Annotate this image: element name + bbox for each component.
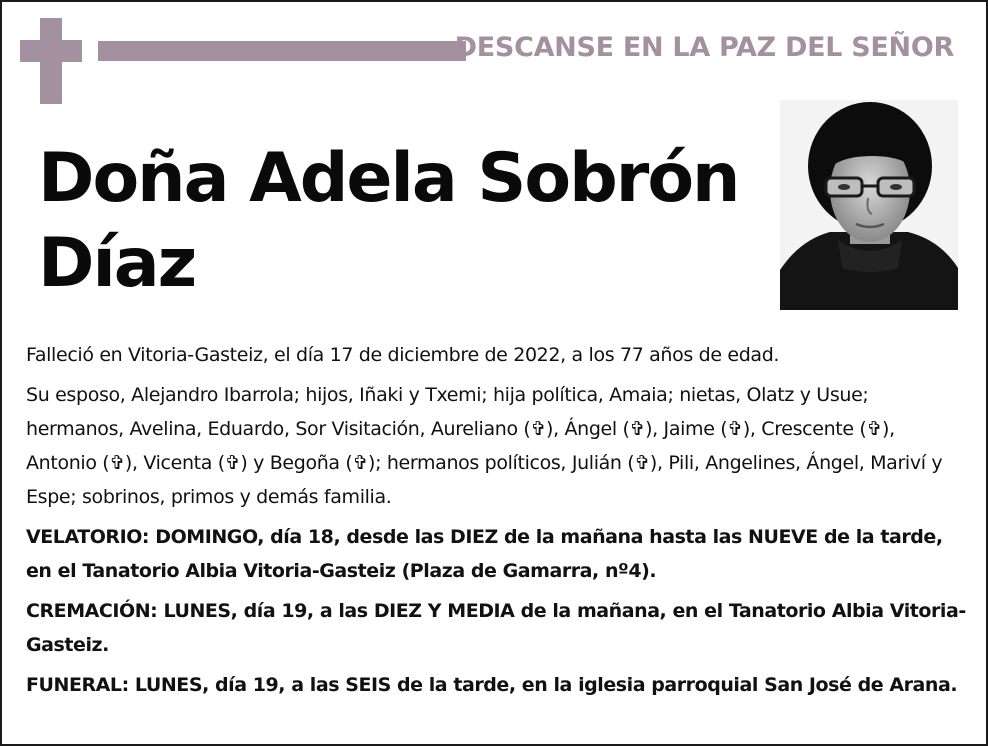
deceased-name-line2: Díaz — [38, 224, 196, 303]
cremation-info: CREMACIÓN: LUNES, día 19, a las DIEZ Y MEDIA de la mañana, en el Tanatorio Albia Vitoria-Gasteiz. — [26, 600, 966, 656]
deceased-name — [38, 136, 738, 306]
deceased-name-line1: Doña Adela Sobrón — [38, 139, 739, 218]
header-title: DESCANSE EN LA PAZ DEL SEÑOR — [454, 32, 954, 63]
family-list: Su esposo, Alejandro Ibarrola; hijos, Iñaki y Txemi; hija política, Amaia; nietas, Olatz y Usue; hermanos, Avelina, Eduardo, Sor Visitación, Aureliano (✞), Ángel (✞), Jaime (✞), Crescente (✞), Antonio (✞), Vicenta (✞) y Begoña (✞); hermanos políticos, Julián (✞), Pili, Angelines, Ángel, Mariví y Espe; sobrinos, primos y demás familia. — [26, 384, 943, 508]
funeral-info: FUNERAL: LUNES, día 19, a las SEIS de la tarde, en la iglesia parroquial San José de Arana. — [26, 674, 958, 696]
wake-info: VELATORIO: DOMINGO, día 18, desde las DIEZ de la mañana hasta las NUEVE de la tarde, en el Tanatorio Albia Vitoria-Gasteiz (Plaza de Gamarra, nº4). — [26, 526, 943, 582]
announcement-body — [26, 338, 966, 708]
cross-horizontal-bar — [20, 40, 82, 62]
death-notice: Falleció en Vitoria-Gasteiz, el día 17 de diciembre de 2022, a los 77 años de edad. — [26, 344, 780, 366]
portrait-photo — [780, 100, 958, 310]
header-divider-bar — [98, 41, 466, 61]
